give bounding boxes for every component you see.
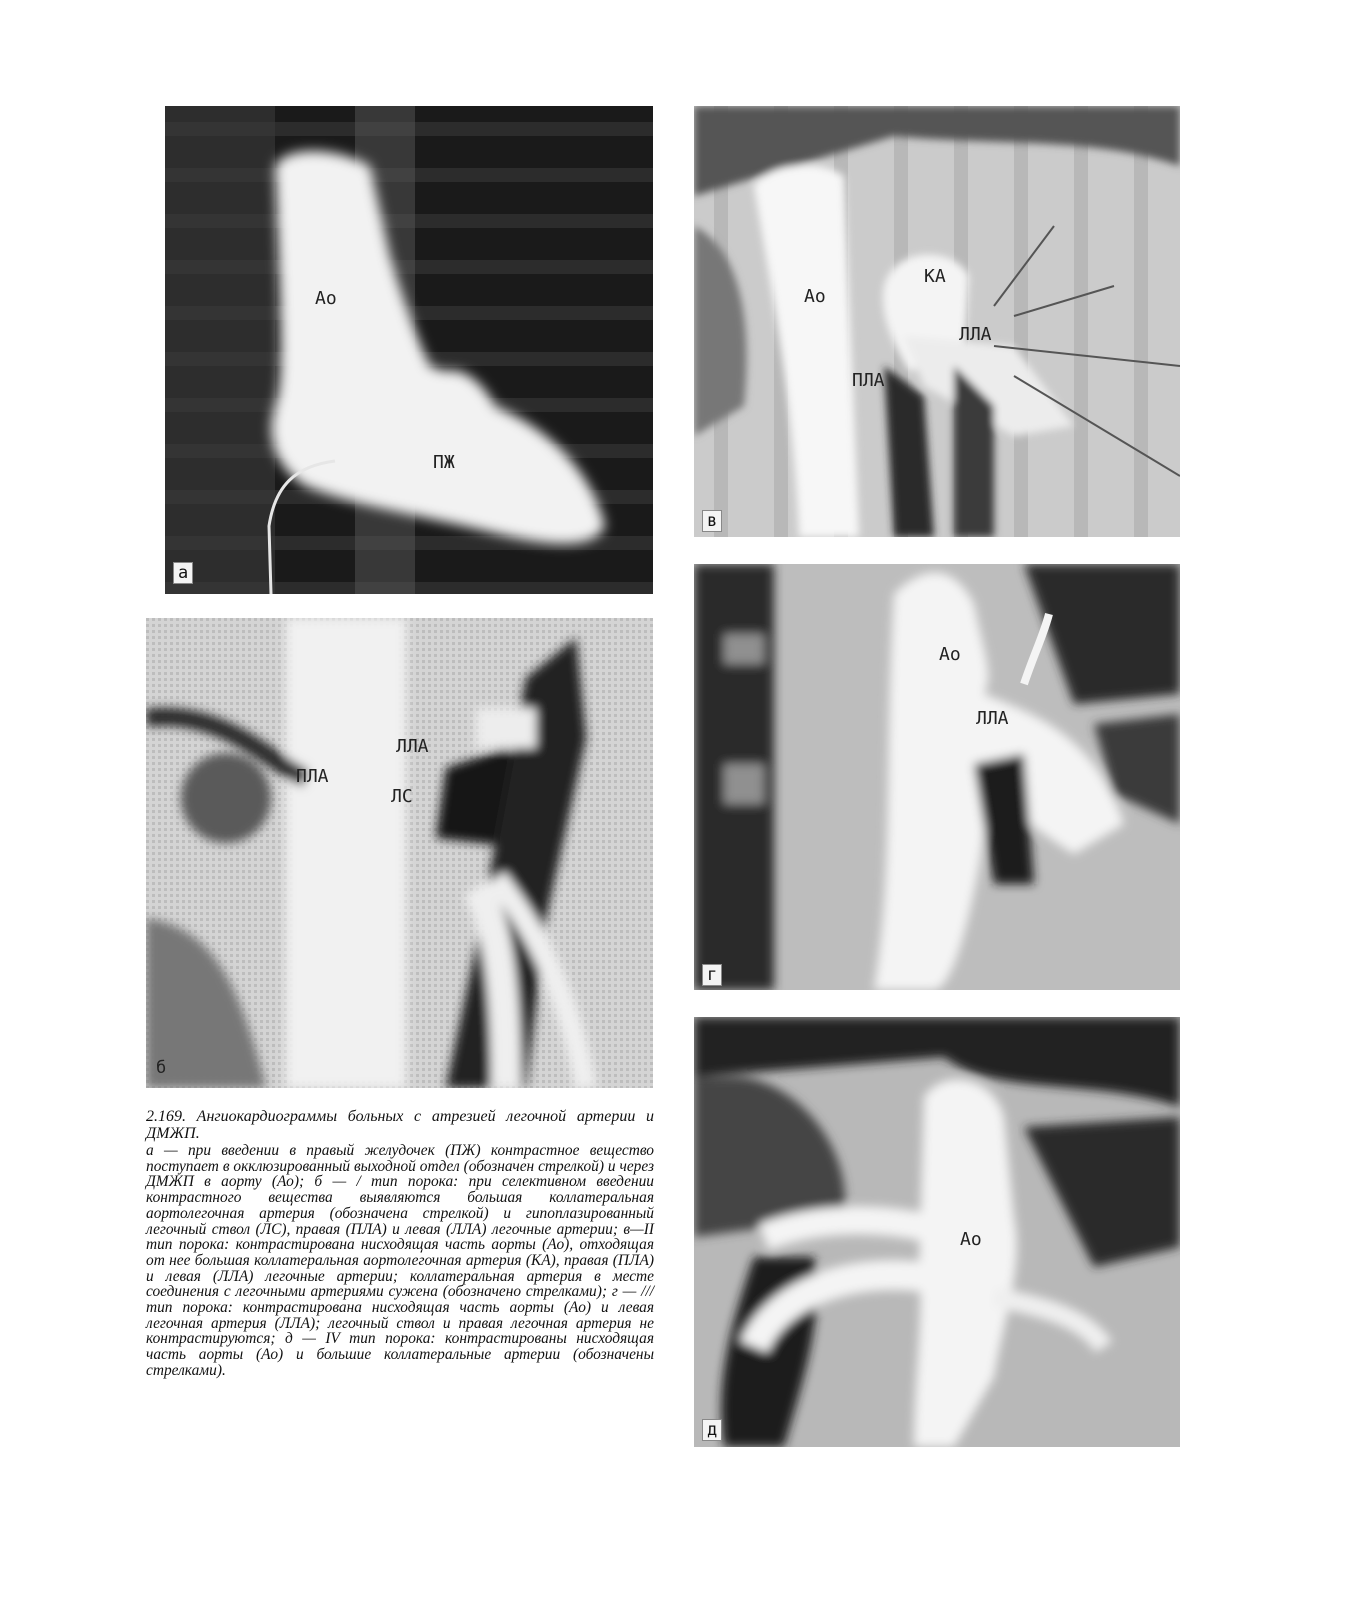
label-pzh: ПЖ bbox=[433, 452, 455, 473]
label-ao: Ао bbox=[804, 286, 826, 307]
angiogram-panel-g bbox=[694, 564, 1180, 990]
label-lla: ЛЛА bbox=[976, 708, 1009, 729]
angiogram-v-image bbox=[694, 106, 1180, 537]
label-ao: Ао bbox=[939, 644, 961, 665]
panel-letter-a: а bbox=[173, 562, 193, 584]
label-pla: ПЛА bbox=[852, 370, 885, 391]
label-ls: ЛС bbox=[391, 786, 413, 807]
caption-title: 2.169. Ангиокардиограммы больных с атрезией легочной артерии и ДМЖП. bbox=[146, 1108, 654, 1142]
label-lla: ЛЛА bbox=[396, 736, 429, 757]
label-pla: ПЛА bbox=[296, 766, 329, 787]
label-ao: Ао bbox=[315, 288, 337, 309]
panel-letter-d: д bbox=[702, 1419, 722, 1441]
panel-letter-b: б bbox=[156, 1058, 167, 1078]
angiogram-panel-v bbox=[694, 106, 1180, 537]
panel-letter-g: г bbox=[702, 964, 722, 986]
angiogram-panel-d bbox=[694, 1017, 1180, 1447]
angiogram-panel-a bbox=[165, 106, 653, 594]
label-ao: Ао bbox=[960, 1229, 982, 1250]
angiogram-g-image bbox=[694, 564, 1180, 990]
label-lla: ЛЛА bbox=[959, 324, 992, 345]
panel-letter-v: в bbox=[702, 510, 722, 532]
angiogram-d-image bbox=[694, 1017, 1180, 1447]
caption-body: а — при введении в правый желудочек (ПЖ) контрастное вещество поступает в окклюзированный выходной отдел (обозначен стрелкой) и через ДМЖП в аорту (Ао); б — / тип порока: при селективном введении контрастного вещества выявляются большая коллатеральная аортолегочная артерия (обозначена стрелкой) и гипоплазированный легочный ствол (ЛС), правая (ПЛА) и левая (ЛЛА) легочные артерии; в—II тип порока: контрастирована нисходящая часть аорты (Ао), отходящая от нее большая коллатеральная аортолегочная артерия (КА), правая (ПЛА) и левая (ЛЛА) легочные артерии; коллатеральная артерия в месте соединения с легочными артериями сужена (обозначено стрелками); г — /// тип порока: контрастирована нисходящая часть аорты (Ао) и левая легочная артерия (ЛЛА); легочный ствол и правая легочная артерия не контрастируются; д — IV тип порока: контрастированы нисходящая часть аорты (Ао) и большие коллатеральные артерии (обозначены стрелками). bbox=[146, 1142, 654, 1379]
label-ka: КА bbox=[924, 266, 946, 287]
angiogram-panel-b bbox=[146, 618, 653, 1088]
angiogram-b-image bbox=[146, 618, 653, 1088]
angiogram-a-image bbox=[165, 106, 653, 594]
figure-caption bbox=[146, 1108, 654, 1379]
